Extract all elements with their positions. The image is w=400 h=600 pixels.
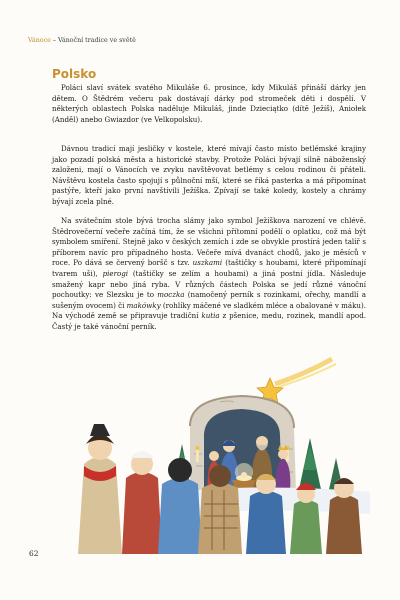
paragraph-2-block xyxy=(52,144,366,218)
paragraph-1: Poláci slaví svátek svatého Mikuláše 6. prosince, kdy Mikuláš přináší dárky jen dětem. O Štědrém večeru pak dostávají dárky pod stromeček děti i dospělí. V některých oblastech Polska naděluje Mikuláš, jinde Dzieciątko (dítě Ježíš), Aniołek (Anděl) anebo Gwiazdor (ve Velkopolsku). xyxy=(52,83,366,124)
page-number: 62 xyxy=(29,549,39,558)
term-uszkami: uszkami xyxy=(192,258,223,268)
paragraph-3-text-3: (taštičky se zelím a houbami) a jiná postní jídla. Následuje smažený kapr nebo jiná ryba. V různých částech Polska se jedí různé vánoční pochoutky: ve Slezsku je to xyxy=(52,268,367,300)
paragraph-3-text-1: Na svátečním stole bývá trocha slámy jako symbol Ježíškova narození ve chlévě. Štědrovečerní večeře začíná tím, že se všichni přítomní podělí o oplatku, což má být symbolem smíření. Stejně jako v českých zemích i zde se obvykle prostírá jeden talíř s příborem navíc pro případného hosta. Večeře mívá dvanáct chodů, jako je měsíců v roce. Po dává se červený boršč s tzv. xyxy=(52,216,366,268)
section-title: Polsko xyxy=(52,67,97,81)
paragraph-3 xyxy=(52,216,366,333)
paragraph-1-block xyxy=(52,83,366,136)
paragraph-3-text-5: (rohlíky máčené ve sladkém mléce a obalované v máku). Na východě země se připravuje tradiční xyxy=(52,300,367,321)
term-pierogi: pierogi xyxy=(102,268,129,278)
running-head xyxy=(28,37,136,44)
term-makowky: makówky xyxy=(126,300,161,310)
term-moczka: moczka xyxy=(157,290,185,300)
paragraph-3-text-6: z pšenice, medu, rozinek, mandlí apod. Častý je také vánoční perník. xyxy=(52,311,366,331)
nativity-illustration xyxy=(70,354,380,554)
paragraph-3-text-4: (namočený perník s rozinkami, ořechy, mandlí a sušeným ovocem) či xyxy=(52,290,367,310)
comet-star-icon xyxy=(257,359,336,403)
running-head-separator: – xyxy=(52,37,56,44)
paragraph-3-block xyxy=(52,216,366,343)
running-head-subtitle: Vánoční tradice ve světě xyxy=(58,37,136,44)
paragraph-2: Dávnou tradicí mají jesličky v kostele, které mívají často místo betlémské krajiny jako pozadí polská města a historické stavby. Protože Poláci bývají silně náboženský založeni, mají o Vánocích ve zvyku navštěvovat betlémy s celou rodinou či přáteli. Návštěvu kostela často spojují s půlnoční mší, které se říká pasterka a má připomínat pastýře, kteří jako první navštívili Ježíška. Zpívají se také koledy, kostely a chrámy bývají zcela plné. xyxy=(52,144,366,206)
term-kutia: kutia xyxy=(201,311,220,321)
running-head-title: Vánoce xyxy=(28,37,51,44)
paragraph-3-text-2: (taštičky s houbami, které připomínají tvarem uši), xyxy=(52,258,366,278)
